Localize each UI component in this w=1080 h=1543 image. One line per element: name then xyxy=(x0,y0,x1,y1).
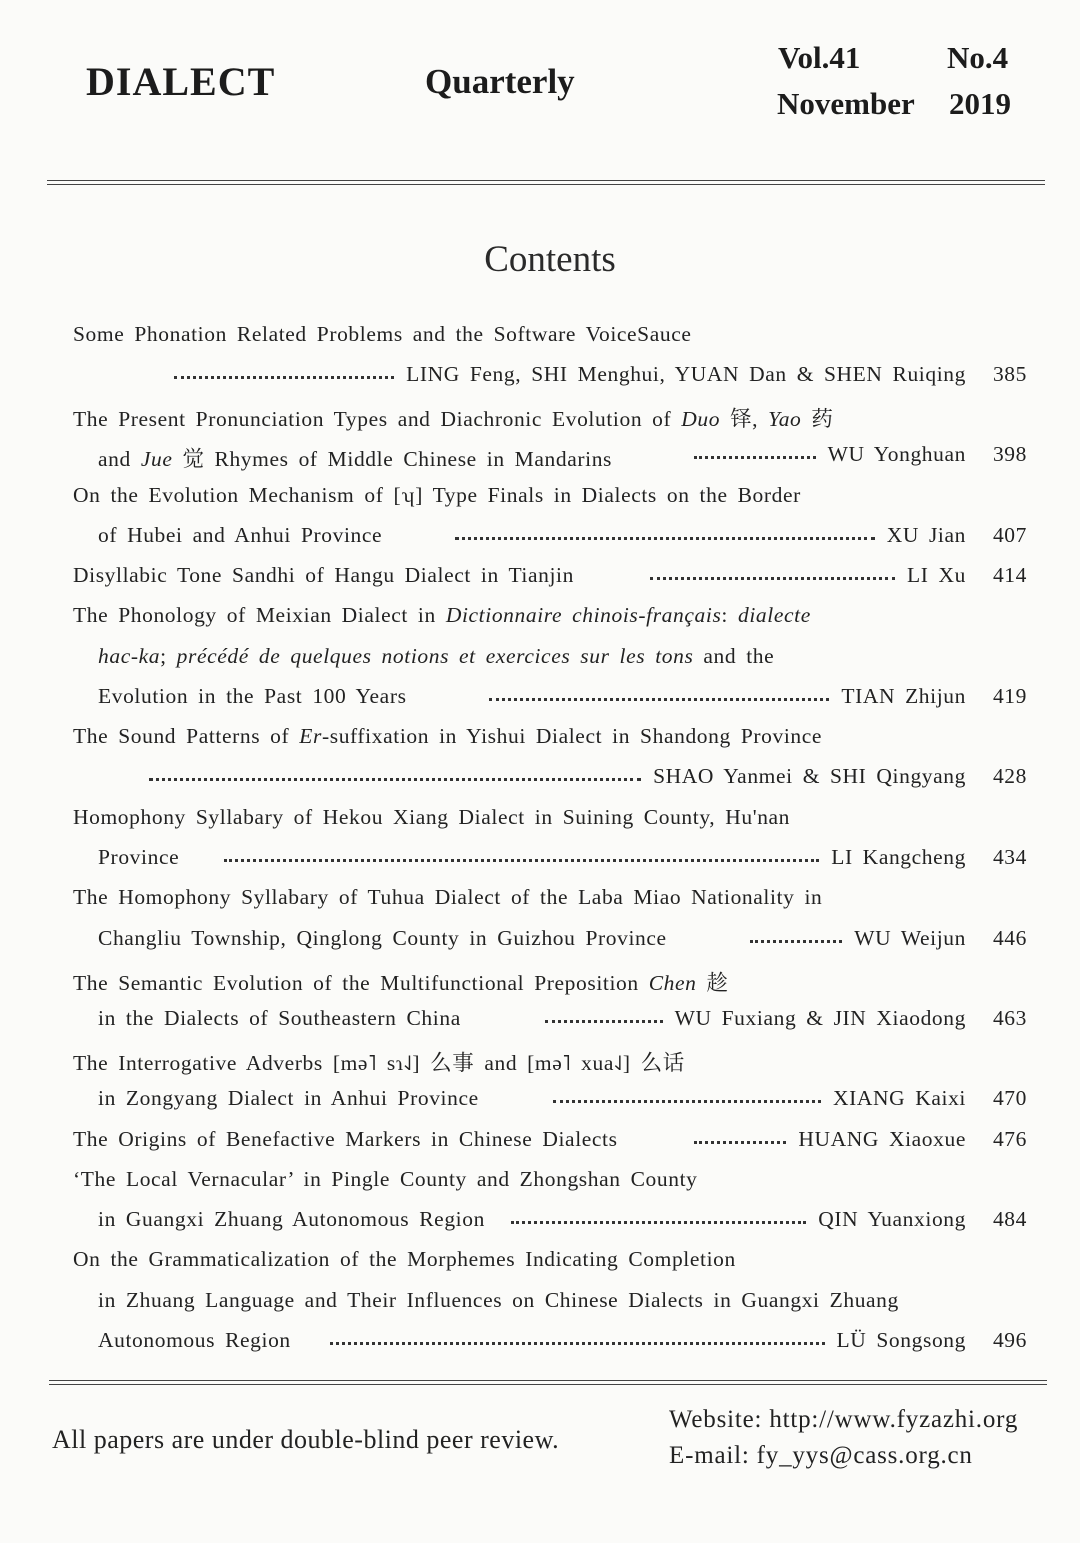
footer-divider xyxy=(49,1380,1047,1385)
toc-title: of Hubei and Anhui Province xyxy=(98,523,383,547)
toc-entry-author-line xyxy=(0,1328,1080,1368)
website-label: Website: xyxy=(669,1406,763,1433)
toc-title: The Semantic Evolution of the Multifunctional Preposition Chen 趁 xyxy=(73,971,729,995)
toc-authors: HUANG Xiaoxue xyxy=(798,1127,966,1151)
toc-authors: QIN Yuanxiong xyxy=(818,1207,966,1231)
leader-dots xyxy=(650,563,895,580)
toc-page-number: 434 xyxy=(992,845,1027,869)
toc-page-number: 385 xyxy=(992,362,1027,386)
toc-page-number: 398 xyxy=(992,442,1027,466)
leader-dots xyxy=(694,442,816,459)
toc-title: in the Dialects of Southeastern China xyxy=(98,1006,461,1030)
toc-page-number: 414 xyxy=(992,563,1027,587)
toc-entry-title-line xyxy=(0,322,1080,362)
toc-page-number: 484 xyxy=(992,1207,1027,1231)
leader-dots xyxy=(694,1127,786,1144)
toc-entry-title-line xyxy=(0,805,1080,845)
toc-entry-author-line xyxy=(0,1207,1080,1247)
toc-entry-title-line xyxy=(0,402,1080,442)
toc-entry-author-line xyxy=(0,764,1080,804)
toc-title: Disyllabic Tone Sandhi of Hangu Dialect in Tianjin xyxy=(73,563,574,587)
toc-entry-title-line xyxy=(0,966,1080,1006)
leader-dots xyxy=(174,362,394,379)
issue-month: November xyxy=(777,86,915,121)
toc-entry-author-line xyxy=(0,1127,1080,1167)
toc-authors: LI Kangcheng xyxy=(831,845,966,869)
leader-dots xyxy=(553,1086,821,1103)
toc-entry-author-line xyxy=(0,362,1080,402)
leader-dots xyxy=(545,1006,663,1023)
toc-entry-title-line xyxy=(0,885,1080,925)
toc-title: and Jue 觉 Rhymes of Middle Chinese in Mandarins xyxy=(98,447,613,471)
toc-entry-title-line xyxy=(0,483,1080,523)
toc-authors: TIAN Zhijun xyxy=(841,684,966,708)
toc-title: The Phonology of Meixian Dialect in Dictionnaire chinois-français: dialecte xyxy=(73,603,811,627)
toc-title: The Present Pronunciation Types and Diachronic Evolution of Duo 铎, Yao 药 xyxy=(73,407,834,431)
email-label: E-mail: xyxy=(669,1442,750,1469)
toc-title: Autonomous Region xyxy=(98,1328,291,1352)
toc-entry-author-line xyxy=(0,845,1080,885)
toc-entry-title-line xyxy=(0,644,1080,684)
toc-page-number: 428 xyxy=(992,764,1027,788)
issue-number: No.4 xyxy=(947,40,1009,75)
toc-title: The Interrogative Adverbs [mə˥ sɿ˨˩] 么事 and [mə˥ xua˨˩] 么话 xyxy=(73,1051,685,1075)
header-divider xyxy=(47,180,1045,185)
toc-entry-author-line xyxy=(0,926,1080,966)
website-line xyxy=(669,1406,1018,1434)
journal-name: DIALECT xyxy=(86,59,276,104)
toc-page-number: 476 xyxy=(992,1127,1027,1151)
website-link[interactable]: http://www.fyzazhi.org xyxy=(769,1406,1019,1433)
toc-entry-author-line xyxy=(0,523,1080,563)
journal-frequency: Quarterly xyxy=(425,62,575,101)
leader-dots xyxy=(455,523,875,540)
toc-title: The Homophony Syllabary of Tuhua Dialect of the Laba Miao Nationality in xyxy=(73,885,823,909)
contents-heading: Contents xyxy=(484,239,616,280)
toc-entry-title-line xyxy=(0,1247,1080,1287)
toc-page-number: 407 xyxy=(992,523,1027,547)
toc-title: in Zhuang Language and Their Influences on Chinese Dialects in Guangxi Zhuang xyxy=(98,1288,899,1312)
email-link[interactable]: fy_yys@cass.org.cn xyxy=(756,1442,973,1469)
toc-page-number: 496 xyxy=(992,1328,1027,1352)
toc-authors: WU Fuxiang & JIN Xiaodong xyxy=(674,1006,966,1030)
toc-page-number: 446 xyxy=(992,926,1027,950)
toc-title: Province xyxy=(98,845,180,869)
leader-dots xyxy=(750,926,842,943)
toc-entry-author-line xyxy=(0,1006,1080,1046)
toc-entry-author-line xyxy=(0,684,1080,724)
toc-page-number: 463 xyxy=(992,1006,1027,1030)
toc-entry-author-line xyxy=(0,563,1080,603)
toc-entry-title-line xyxy=(0,603,1080,643)
leader-dots xyxy=(149,764,641,781)
toc-entry-title-line xyxy=(0,1046,1080,1086)
peer-review-note: All papers are under double-blind peer review. xyxy=(52,1425,560,1454)
toc-title: in Zongyang Dialect in Anhui Province xyxy=(98,1086,479,1110)
toc-page-number: 419 xyxy=(992,684,1027,708)
toc-authors: LÜ Songsong xyxy=(836,1328,966,1352)
toc-title: The Sound Patterns of Er-suffixation in Yishui Dialect in Shandong Province xyxy=(73,724,823,748)
toc-authors: LING Feng, SHI Menghui, YUAN Dan & SHEN Ruiqing xyxy=(406,362,966,386)
leader-dots xyxy=(330,1328,825,1345)
toc-title: On the Grammaticalization of the Morphemes Indicating Completion xyxy=(73,1247,736,1271)
toc-title: On the Evolution Mechanism of [ʮ] Type Finals in Dialects on the Border xyxy=(73,483,801,507)
toc-title: Some Phonation Related Problems and the Software VoiceSauce xyxy=(73,322,692,346)
toc-authors: XU Jian xyxy=(886,523,966,547)
toc-entry-author-line xyxy=(0,442,1080,482)
toc-entry-author-line xyxy=(0,1086,1080,1126)
toc-authors: LI Xu xyxy=(907,563,966,587)
toc-title: Evolution in the Past 100 Years xyxy=(98,684,407,708)
leader-dots xyxy=(511,1207,806,1224)
toc-title: hac-ka; précédé de quelques notions et exercices sur les tons and the xyxy=(98,644,775,668)
email-line xyxy=(669,1442,973,1470)
toc-authors: SHAO Yanmei & SHI Qingyang xyxy=(653,764,966,788)
toc-authors: XIANG Kaixi xyxy=(832,1086,966,1110)
toc-title: ‘The Local Vernacular’ in Pingle County and Zhongshan County xyxy=(73,1167,698,1191)
toc-title: Homophony Syllabary of Hekou Xiang Dialect in Suining County, Hu'nan xyxy=(73,805,791,829)
toc-title: Changliu Township, Qinglong County in Guizhou Province xyxy=(98,926,667,950)
toc-title: in Guangxi Zhuang Autonomous Region xyxy=(98,1207,485,1231)
toc-page-number: 470 xyxy=(992,1086,1027,1110)
toc-title: The Origins of Benefactive Markers in Chinese Dialects xyxy=(73,1127,618,1151)
volume-label: Vol.41 xyxy=(778,40,861,75)
leader-dots xyxy=(224,845,819,862)
issue-year: 2019 xyxy=(949,86,1011,121)
leader-dots xyxy=(489,684,829,701)
toc-authors: WU Yonghuan xyxy=(827,442,966,466)
toc-entry-title-line xyxy=(0,1288,1080,1328)
toc-authors: WU Weijun xyxy=(854,926,966,950)
toc-entry-title-line xyxy=(0,724,1080,764)
toc-entry-title-line xyxy=(0,1167,1080,1207)
